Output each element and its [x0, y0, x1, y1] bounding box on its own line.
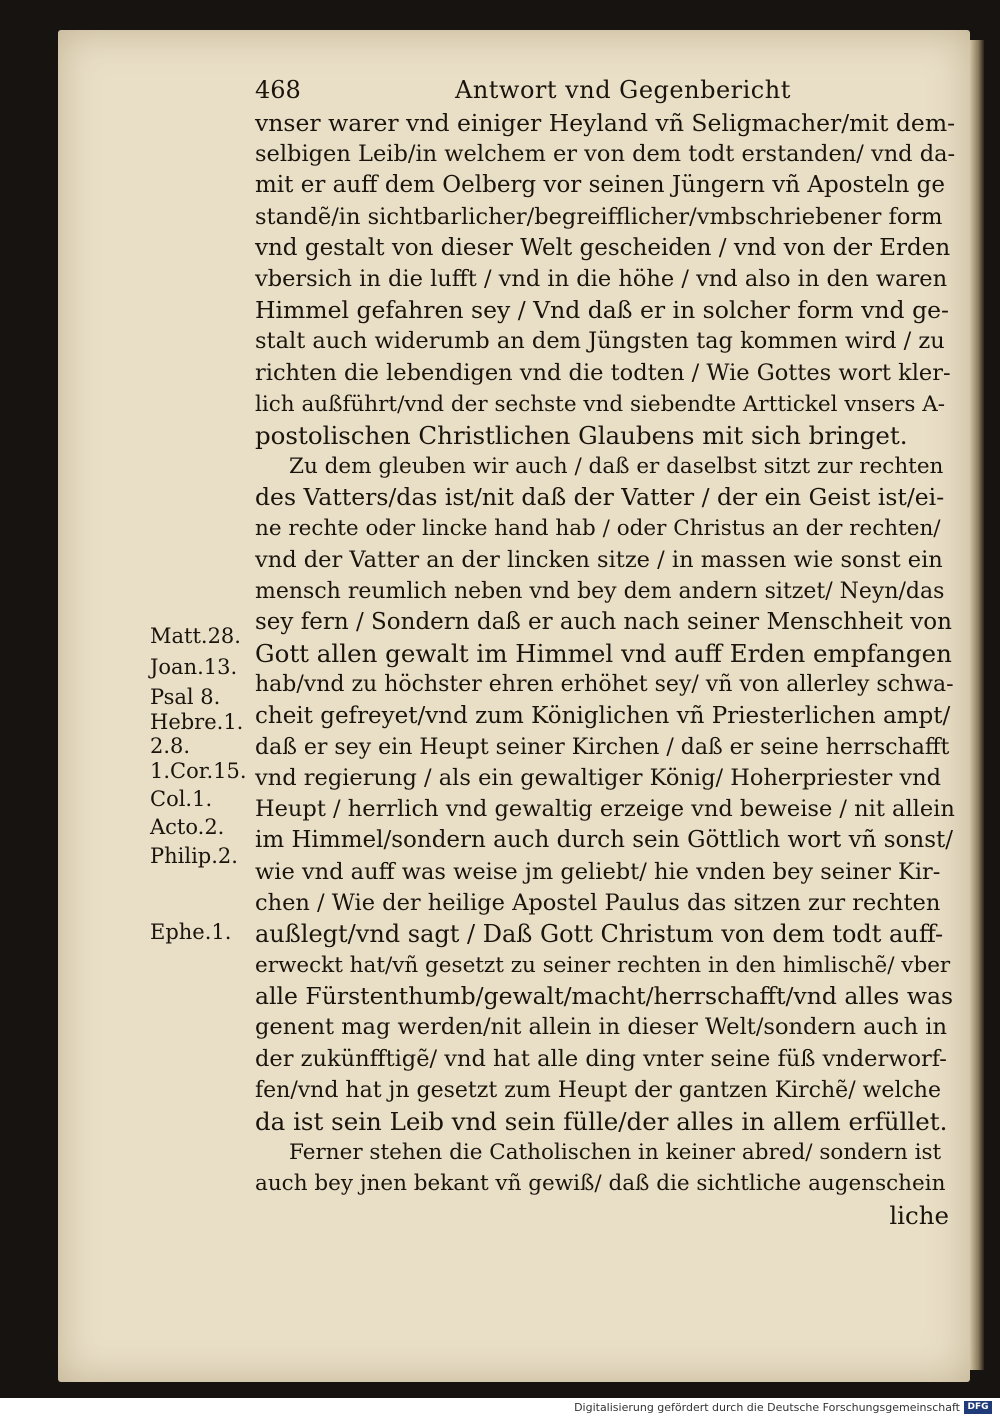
- text-line: der zukünfftigẽ/ vnd hat alle ding vnter seine füß vnderworf-: [255, 1045, 947, 1072]
- footer-bar: [0, 1398, 1000, 1419]
- text-line: chen / Wie der heilige Apostel Paulus das sitzen zur rechten: [255, 889, 941, 916]
- text-line: Gott allen gewalt im Himmel vnd auff Erden empfangen: [255, 639, 952, 669]
- text-line: des Vatters/das ist/nit daß der Vatter / der ein Geist ist/ei-: [255, 483, 945, 512]
- text-line: da ist sein Leib vnd sein fülle/der alles in allem erfüllet.: [255, 1107, 948, 1136]
- text-line: mit er auff dem Oelberg vor seinen Jüngern vñ Aposteln ge: [255, 172, 945, 199]
- text-line: vnd gestalt von dieser Welt gescheiden / vnd von der Erden: [255, 234, 951, 261]
- funding-credit: Digitalisierung gefördert durch die Deutsche Forschungsgemeinschaft: [574, 1401, 960, 1414]
- page-number: 468: [255, 76, 301, 104]
- page-edge: [970, 40, 984, 1370]
- text-line: alle Fürstenthumb/gewalt/macht/herrschafft/vnd alles was: [255, 982, 954, 1011]
- margin-note: Philip.2.: [150, 844, 238, 868]
- body-text: [255, 108, 955, 1231]
- margin-note: Joan.13.: [150, 655, 238, 679]
- dfg-logo: DFG: [964, 1401, 992, 1414]
- margin-note: Matt.28.: [150, 624, 241, 648]
- catchword: liche: [889, 1200, 949, 1230]
- margin-note: Hebre.1.: [150, 710, 244, 734]
- margin-note: Psal 8.: [150, 685, 221, 709]
- text-line: vbersich in die lufft / vnd in die höhe / vnd also in den waren: [255, 265, 948, 292]
- margin-note: Acto.2.: [150, 815, 225, 839]
- text-line: Zu dem gleuben wir auch / daß er daselbst sitzt zur rechten: [289, 454, 944, 480]
- text-line: cheit gefreyet/vnd zum Königlichen vñ Priesterlichen ampt/: [255, 702, 951, 729]
- text-line: wie vnd auff was weise jm geliebt/ hie vnden bey seiner Kir-: [255, 858, 941, 885]
- text-line: hab/vnd zu höchster ehren erhöhet sey/ vñ von allerley schwa-: [255, 672, 954, 698]
- text-line: genent mag werden/nit allein in dieser Welt/sondern auch in: [255, 1014, 947, 1041]
- margin-note: 1.Cor.15.: [150, 759, 247, 783]
- page-header: [255, 76, 955, 110]
- text-line: auch bey jnen bekant vñ gewiß/ daß die sichtliche augenschein: [255, 1171, 946, 1197]
- text-line: richten die lebendigen vnd die todten / Wie Gottes wort kler-: [255, 359, 951, 386]
- text-line: außlegt/vnd sagt / Daß Gott Christum von dem todt auff-: [255, 919, 944, 948]
- text-line: im Himmel/sondern auch durch sein Göttlich wort vñ sonst/: [255, 827, 953, 854]
- running-title: Antwort vnd Gegenbericht: [455, 76, 791, 104]
- text-line: standẽ/in sichtbarlicher/begreifflicher/vmbschriebener form: [255, 203, 943, 230]
- text-line: vnser warer vnd einiger Heyland vñ Seligmacher/mit dem-: [255, 109, 956, 137]
- text-line: ne rechte oder lincke hand hab / oder Christus an der rechten/: [255, 516, 941, 542]
- text-line: fen/vnd hat jn gesetzt zum Heupt der gantzen Kirchẽ/ welche: [255, 1077, 941, 1103]
- text-line: selbigen Leib/in welchem er von dem todt erstanden/ vnd da-: [255, 141, 956, 168]
- text-line: lich außführt/vnd der sechste vnd siebendte Arttickel vnsers A-: [255, 391, 946, 417]
- text-line: stalt auch widerumb an dem Jüngsten tag kommen wird / zu: [255, 328, 945, 355]
- margin-note: Col.1.: [150, 787, 213, 811]
- text-line: sey fern / Sondern daß er auch nach seiner Menschheit von: [255, 609, 952, 635]
- text-line: erweckt hat/vñ gesetzt zu seiner rechten in den himlischẽ/ vber: [255, 953, 951, 979]
- text-line: Himmel gefahren sey / Vnd daß er in solcher form vnd ge-: [255, 296, 949, 325]
- margin-note: 2.8.: [150, 734, 191, 758]
- text-line: mensch reumlich neben vnd bey dem andern sitzet/ Neyn/das: [255, 578, 945, 604]
- text-line: vnd regierung / als ein gewaltiger König/ Hoherpriester vnd: [255, 764, 942, 791]
- text-line: daß er sey ein Heupt seiner Kirchen / daß er seine herrschafft: [255, 734, 950, 760]
- text-line: Heupt / herrlich vnd gewaltig erzeige vnd beweise / nit allein: [255, 796, 955, 823]
- margin-note: Ephe.1.: [150, 920, 232, 944]
- text-line: Ferner stehen die Catholischen in keiner abred/ sondern ist: [289, 1140, 942, 1166]
- text-line: vnd der Vatter an der lincken sitze / in massen wie sonst ein: [255, 546, 943, 573]
- text-line: postolischen Christlichen Glaubens mit sich bringet.: [255, 420, 908, 450]
